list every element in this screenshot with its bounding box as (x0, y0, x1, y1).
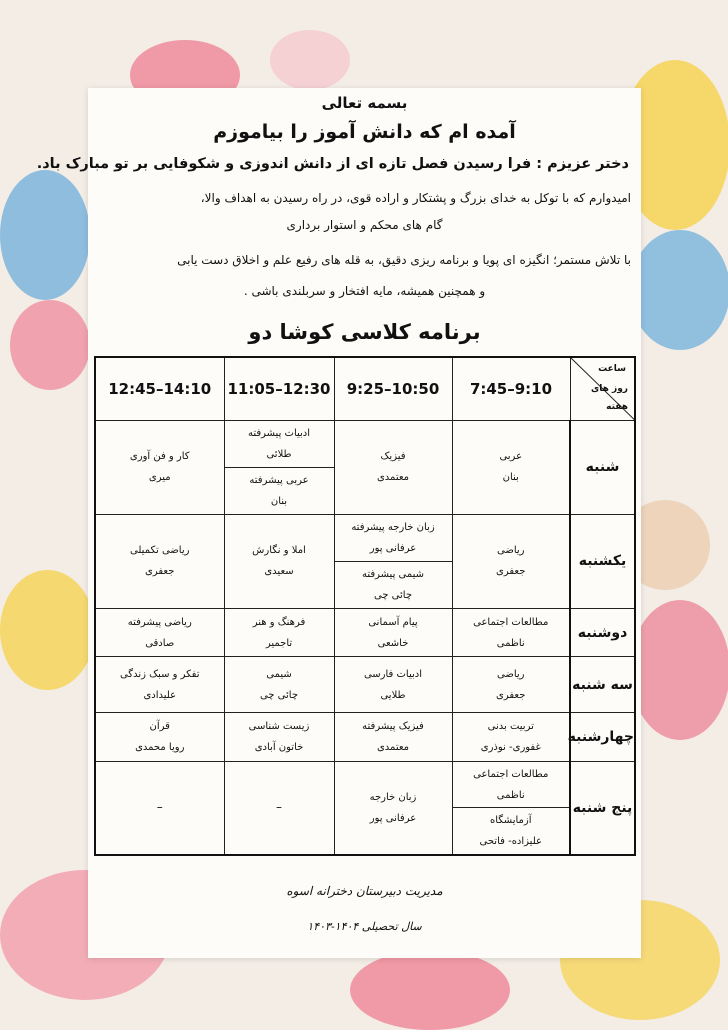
teacher-name: میری (148, 472, 171, 484)
message-line-2: گام های محکم و استوار برداری (286, 218, 443, 232)
corner-week-label: هفته (606, 402, 628, 412)
class-cell (224, 712, 334, 761)
subject-name: تفکر و سبک زندگی (119, 668, 200, 680)
class-cell (224, 420, 334, 467)
teacher-name: علیزاده- فاتحی (479, 836, 542, 848)
class-cell (95, 514, 224, 608)
teacher-name: جعفری (496, 689, 526, 701)
class-cell (452, 712, 570, 761)
class-cell (334, 657, 452, 712)
flower-decoration (0, 170, 90, 300)
corner-days-label: روز های (591, 384, 628, 394)
day-monday: دوشنبه (570, 608, 635, 657)
teacher-name: معتمدی (376, 472, 410, 484)
schedule-card (36, 88, 641, 958)
teacher-name: عرفانی پور (369, 542, 417, 554)
subject-name: آزمایشگاه (489, 815, 532, 827)
class-cell (95, 657, 224, 712)
class-cell (452, 657, 570, 712)
teacher-name: خاتون آبادی (254, 741, 304, 753)
subject-name: فرهنگ و هنر (252, 616, 306, 628)
subject-name: شیمی (266, 668, 292, 680)
flower-decoration (270, 30, 350, 90)
teacher-name: ناظمی (496, 637, 525, 649)
teacher-name: چائی چی (373, 589, 413, 601)
class-cell (452, 761, 570, 808)
table-corner-cell (570, 357, 635, 420)
class-cell (452, 608, 570, 657)
subject-name: زبان خارجه (369, 791, 417, 803)
flower-decoration (630, 230, 728, 350)
time-slot-2: 9:25–10:50 (334, 357, 452, 420)
flower-decoration (630, 600, 728, 740)
class-cell (334, 712, 452, 761)
teacher-name: چائی چی (259, 689, 299, 701)
teacher-name: بنان (270, 495, 288, 507)
subject-name: مطالعات اجتماعی (473, 768, 549, 780)
time-slot-4: 12:45–14:10 (95, 357, 224, 420)
table-row (95, 712, 635, 761)
teacher-name: صادقی (145, 637, 175, 649)
subject-name: عربی (499, 451, 523, 463)
besmellah-heading: بسمه تعالی (321, 94, 408, 112)
subject-name: کار و فن آوری (129, 451, 190, 463)
table-row (95, 514, 635, 561)
teacher-name: تاجمیر (265, 637, 293, 649)
table-row (95, 608, 635, 657)
flower-decoration (0, 570, 95, 690)
teacher-name: سعیدی (264, 566, 294, 578)
academic-year: سال تحصیلی ۱۴۰۴-۱۴۰۳ (307, 920, 422, 933)
day-wednesday: چهارشنبه (570, 712, 635, 761)
teacher-name: خاشعی (377, 637, 409, 649)
class-cell (334, 420, 452, 514)
teacher-name: ناظمی (496, 789, 525, 801)
day-sunday: یکشنبه (570, 514, 635, 608)
subject-name: ریاضی (497, 668, 525, 680)
class-cell (334, 761, 452, 855)
table-row (95, 761, 635, 808)
teacher-name: غفوری- نوذری (480, 741, 541, 753)
message-line-1: امیدوارم که با توکل به خدای بزرگ و پشتکار و اراده قوی، در راه رسیدن به اهداف والا، (200, 191, 631, 205)
subject-name: ریاضی تکمیلی (130, 545, 190, 557)
subject-name: پیام آسمانی (368, 616, 418, 628)
subject-name: فیزیک پیشرفته (362, 720, 424, 732)
time-slot-1: 7:45–9:10 (452, 357, 570, 420)
teacher-name: طلائی (266, 448, 292, 460)
subject-name: املا و نگارش (252, 545, 306, 557)
day-thursday: پنج شنبه (570, 761, 635, 855)
subject-name: فیزیک (380, 451, 406, 463)
flower-decoration (10, 300, 90, 390)
day-saturday: شنبه (570, 420, 635, 514)
subject-name: قرآن (149, 720, 170, 732)
school-management-signature: مدیریت دبیرستان دخترانه اسوه (286, 884, 443, 898)
class-cell (334, 561, 452, 608)
subject-name: ریاضی پیشرفته (127, 616, 192, 628)
class-cell (334, 608, 452, 657)
corner-time-label: ساعت (598, 364, 626, 374)
subject-name: ادبیات فارسی (363, 668, 423, 680)
class-cell (452, 514, 570, 608)
table-header-row (95, 357, 635, 420)
dedication-line: دختر عزیزم : فرا رسیدن فصل تازه ای از دانش اندوزی و شکوفایی بر تو مبارک باد. (36, 156, 629, 172)
subject-name: مطالعات اجتماعی (473, 616, 549, 628)
subject-name: زبان خارجه پیشرفته (351, 521, 435, 533)
teacher-name: رویا محمدی (135, 741, 185, 753)
empty-slot: – (95, 761, 224, 855)
table-row (95, 657, 635, 712)
teacher-name: معتمدی (376, 741, 410, 753)
class-cell (224, 657, 334, 712)
teacher-name: جعفری (145, 566, 175, 578)
class-schedule-table (94, 356, 636, 856)
class-cell (452, 808, 570, 855)
teacher-name: جعفری (496, 566, 526, 578)
time-slot-3: 11:05–12:30 (224, 357, 334, 420)
subject-name: عربی پیشرفته (249, 474, 309, 486)
subject-name: ادبیات پیشرفته (247, 427, 311, 439)
teacher-name: بنان (502, 472, 519, 484)
teacher-name: عرفانی پور (369, 812, 417, 824)
subject-name: ریاضی (497, 545, 525, 557)
message-line-4: و همچنین همیشه، مایه افتخار و سربلندی باشی . (243, 284, 486, 298)
day-tuesday: سه شنبه (570, 657, 635, 712)
page-title: آمده ام که دانش آموز را بیاموزم (213, 121, 516, 143)
class-cell (224, 467, 334, 514)
class-cell (452, 420, 570, 514)
schedule-title: برنامه کلاسی کوشا دو (248, 320, 481, 344)
teacher-name: علیدادی (143, 689, 177, 701)
class-cell (95, 712, 224, 761)
class-cell (334, 514, 452, 561)
class-cell (95, 420, 224, 514)
table-row (95, 420, 635, 467)
teacher-name: طلایی (380, 689, 406, 701)
message-line-3: با تلاش مستمر؛ انگیزه ای پویا و برنامه ریزی دقیق، به قله های رفیع علم و اخلاق دست یابی (177, 253, 631, 267)
empty-slot: – (224, 761, 334, 855)
subject-name: زیست شناسی (248, 720, 310, 732)
flower-decoration (350, 950, 510, 1030)
class-cell (224, 608, 334, 657)
class-cell (95, 608, 224, 657)
class-cell (224, 514, 334, 608)
subject-name: تربیت بدنی (487, 720, 534, 732)
subject-name: شیمی پیشرفته (361, 568, 425, 580)
